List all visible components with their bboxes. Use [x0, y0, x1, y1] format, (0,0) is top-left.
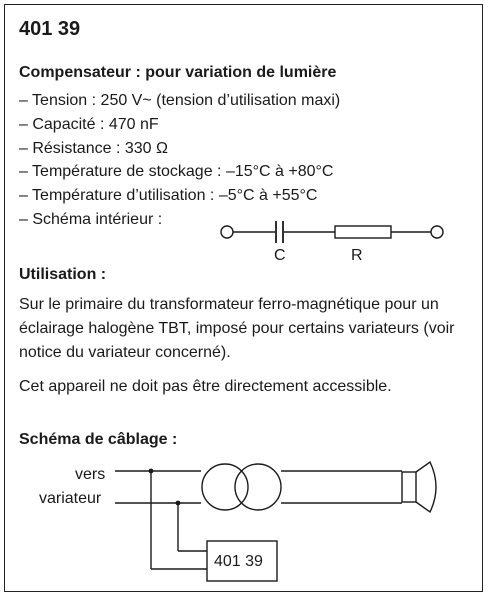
wiring-heading: Schéma de câblage : — [19, 431, 178, 448]
wiring-input-label-variateur: variateur — [39, 490, 102, 507]
spec-voltage: – Tension : 250 V~ (tension d’utilisation maxi) — [19, 92, 341, 109]
usage-paragraph: Sur le primaire du transformateur ferro-magnétique pour un éclairage halogène TBT, imposé pour certains variateurs (voir notice du variateur concerné). — [19, 296, 455, 361]
wiring-input-label-vers: vers — [75, 466, 106, 483]
halogen-lamp-icon — [416, 462, 436, 512]
spec-operating-temperature: – Température d’utilisation : –5°C à +55°C — [19, 187, 318, 205]
spec-storage-temperature: – Température de stockage : –15°C à +80°C — [19, 163, 334, 181]
lamp-base — [402, 472, 416, 502]
accessibility-note: Cet appareil ne doit pas être directement accessible. — [19, 378, 392, 395]
datasheet-card — [4, 4, 483, 592]
compensator-box-label: 401 39 — [214, 553, 263, 570]
wiring-diagram — [5, 5, 484, 593]
usage-heading: Utilisation : — [19, 266, 107, 283]
product-title: Compensateur : pour variation de lumière — [19, 64, 337, 81]
spec-resistance: – Résistance : 330 Ω — [19, 139, 168, 157]
spec-capacitance: – Capacité : 470 nF — [19, 115, 159, 133]
reference-number: 401 39 — [19, 18, 81, 40]
junction-dot-bottom — [176, 501, 181, 506]
capacitor-label: C — [274, 247, 286, 264]
transformer-secondary-coil — [235, 464, 281, 510]
junction-dot-top — [149, 469, 154, 474]
spec-internal-schematic: – Schéma intérieur : — [19, 210, 163, 228]
resistor-label: R — [351, 247, 363, 264]
